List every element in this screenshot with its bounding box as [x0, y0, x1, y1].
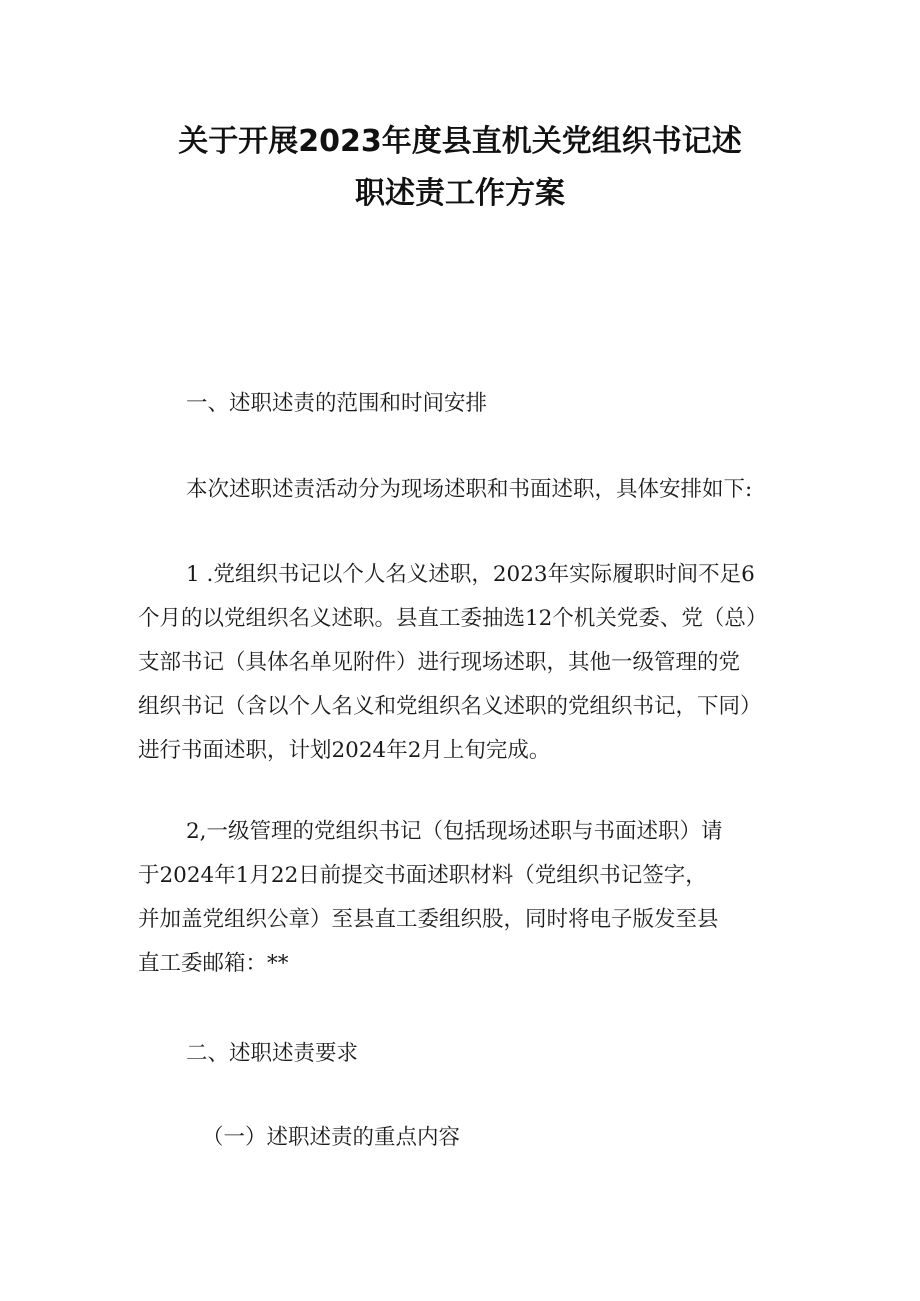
item-1-line: 1 .党组织书记以个人名义述职，2023年实际履职时间不足6: [186, 562, 755, 587]
section-2-heading: 二、述职述责要求: [186, 1041, 359, 1066]
item-2-line: 直工委邮箱：**: [138, 951, 289, 976]
subsection-1-heading: （一）述职述责的重点内容: [202, 1125, 461, 1150]
intro-paragraph: 本次述职述责活动分为现场述职和书面述职，具体安排如下:: [186, 477, 753, 502]
item-1-line: 组织书记（含以个人名义和党组织名义述职的党组织书记，下同）: [138, 694, 762, 719]
item-1-line: 支部书记（具体名单见附件）进行现场述职，其他一级管理的党: [138, 650, 741, 675]
item-2-line: 并加盖党组织公章）至县直工委组织股，同时将电子版发至县: [138, 907, 719, 932]
item-1-line: 进行书面述职，计划2024年2月上旬完成。: [138, 738, 551, 763]
document-title-line-1: 关于开展2023年度县直机关党组织书记述: [178, 124, 742, 159]
item-1-paragraph: [138, 553, 788, 773]
item-2-line: 于2024年1月22日前提交书面述职材料（党组织书记签字，: [138, 863, 707, 888]
item-2-line: 2,一级管理的党组织书记（包括现场述职与书面述职）请: [186, 819, 723, 844]
section-1-heading: 一、述职述责的范围和时间安排: [186, 391, 488, 416]
document-title-line-2: 职述责工作方案: [355, 176, 565, 211]
item-1-line: 个月的以党组织名义述职。县直工委抽选12个机关党委、党（总）: [138, 606, 768, 631]
item-2-paragraph: [138, 810, 788, 986]
